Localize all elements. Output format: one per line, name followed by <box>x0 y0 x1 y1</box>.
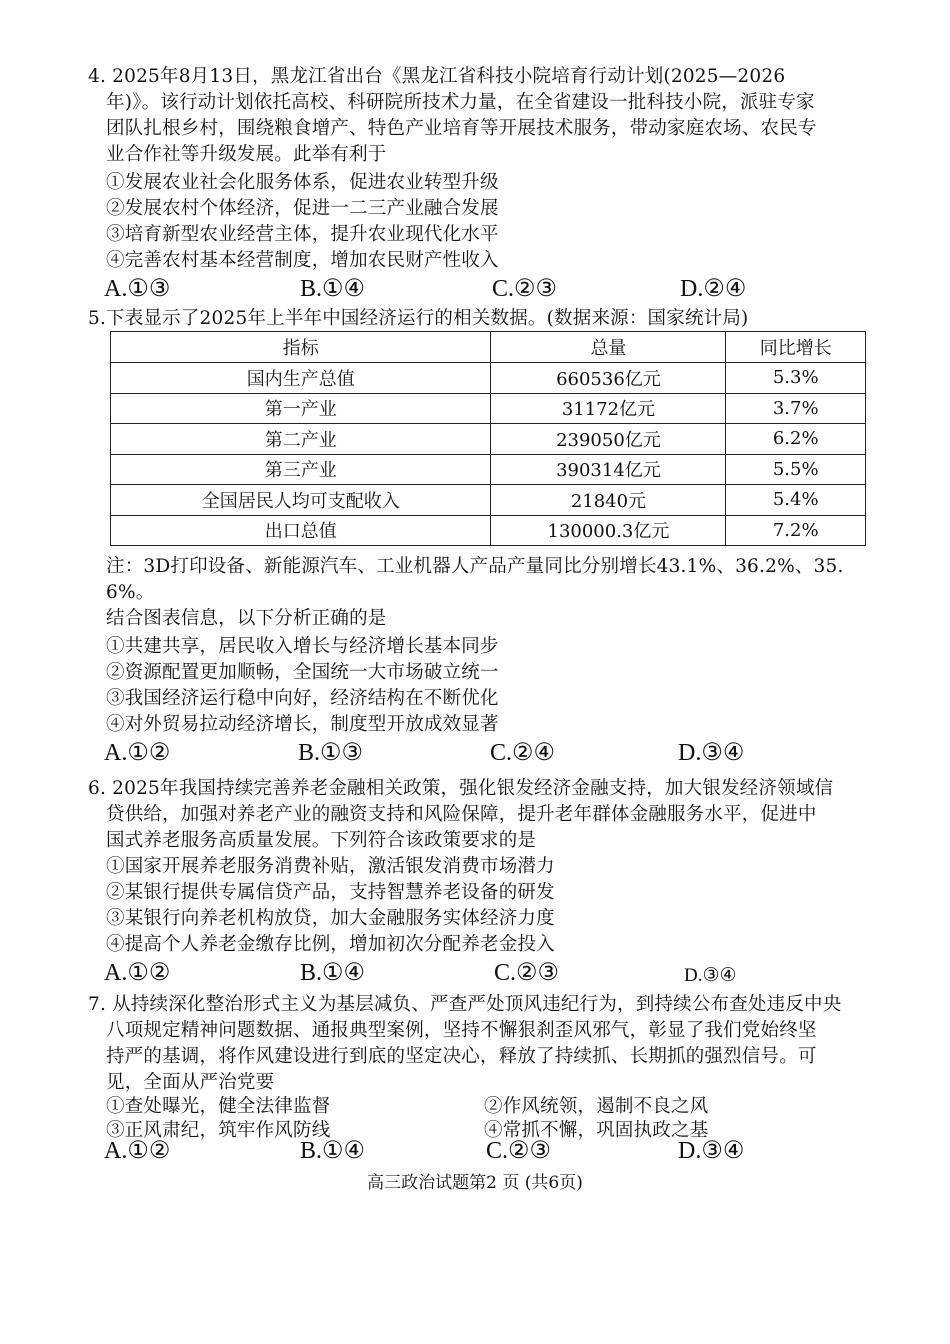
q6-stem-line-1: 6. 2025年我国持续完善养老金融相关政策，强化银发经济金融支持，加大银发经济领域信 <box>88 778 834 799</box>
q4-item-4: ④完善农村基本经营制度，增加农民财产性收入 <box>106 250 499 271</box>
q4-option-a[interactable]: A.①③ <box>104 276 171 302</box>
table-cell: 21840元 <box>491 485 726 516</box>
table-cell: 第一产业 <box>111 393 491 424</box>
q6-item-4: ④提高个人养老金缴存比例，增加初次分配养老金投入 <box>106 934 555 955</box>
table-row <box>111 515 866 546</box>
q5-stem: 5.下表显示了2025年上半年中国经济运行的相关数据。(数据来源：国家统计局) <box>88 308 749 329</box>
q5-option-c[interactable]: C.②④ <box>490 740 556 766</box>
table-cell: 130000.3亿元 <box>491 515 726 546</box>
q7-stem-line-2: 八项规定精神问题数据、通报典型案例，坚持不懈狠刹歪风邪气，彰显了我们党始终坚 <box>106 1020 817 1041</box>
q5-item-4: ④对外贸易拉动经济增长，制度型开放成效显著 <box>106 714 499 735</box>
q4-stem-line-3: 团队扎根乡村，围绕粮食增产、特色产业培育等开展技术服务，带动家庭农场、农民专 <box>106 118 817 139</box>
economic-data-table <box>110 331 866 546</box>
table-header-total: 总量 <box>491 332 726 363</box>
q5-item-3: ③我国经济运行稳中向好，经济结构在不断优化 <box>106 688 499 709</box>
table-cell: 5.5% <box>726 454 866 485</box>
q5-note-line-2: 6%。 <box>106 582 155 603</box>
q4-option-b[interactable]: B.①④ <box>300 276 366 302</box>
q7-option-c[interactable]: C.②③ <box>486 1138 552 1164</box>
q7-item-3: ③正风肃纪，筑牢作风防线 <box>106 1120 331 1141</box>
table-row <box>111 393 866 424</box>
table-cell: 239050亿元 <box>491 424 726 455</box>
q7-stem-line-4: 见，全面从严治党要 <box>106 1072 275 1093</box>
q4-item-3: ③培育新型农业经营主体，提升农业现代化水平 <box>106 224 499 245</box>
q6-option-d[interactable]: D.③④ <box>684 965 737 986</box>
q7-stem-line-3: 持严的基调，将作风建设进行到底的坚定决心，释放了持续抓、长期抓的强烈信号。可 <box>106 1046 817 1067</box>
table-cell: 6.2% <box>726 424 866 455</box>
table-header-growth: 同比增长 <box>726 332 866 363</box>
table-cell: 3.7% <box>726 393 866 424</box>
q6-option-a[interactable]: A.①② <box>104 960 171 986</box>
page-footer: 高三政治试题第2 页 (共6页) <box>367 1173 583 1193</box>
q5-note-line-1: 注：3D打印设备、新能源汽车、工业机器人产品产量同比分别增长43.1%、36.2%、35. <box>106 556 844 577</box>
q5-option-b[interactable]: B.①③ <box>298 740 364 766</box>
table-cell: 出口总值 <box>111 515 491 546</box>
q4-stem-line-1: 4. 2025年8月13日，黑龙江省出台《黑龙江省科技小院培育行动计划(2025—2026 <box>88 66 786 87</box>
q7-item-1: ①查处曝光，健全法律监督 <box>106 1096 331 1117</box>
q5-item-2: ②资源配置更加顺畅，全国统一大市场破立统一 <box>106 662 499 683</box>
q4-option-c[interactable]: C.②③ <box>492 276 558 302</box>
q7-item-4: ④常抓不懈，巩固执政之基 <box>484 1120 709 1141</box>
q5-item-1: ①共建共享，居民收入增长与经济增长基本同步 <box>106 636 499 657</box>
q4-item-1: ①发展农业社会化服务体系，促进农业转型升级 <box>106 172 499 193</box>
table-row <box>111 363 866 394</box>
q5-prompt: 结合图表信息，以下分析正确的是 <box>106 608 387 629</box>
q6-item-1: ①国家开展养老服务消费补贴，激活银发消费市场潜力 <box>106 856 555 877</box>
q5-option-d[interactable]: D.③④ <box>678 740 745 766</box>
table-row <box>111 454 866 485</box>
table-cell: 390314亿元 <box>491 454 726 485</box>
table-cell: 660536亿元 <box>491 363 726 394</box>
q7-option-d[interactable]: D.③④ <box>678 1138 745 1164</box>
q7-option-b[interactable]: B.①④ <box>300 1138 366 1164</box>
q7-item-2: ②作风统领，遏制不良之风 <box>484 1096 709 1117</box>
q4-stem-line-4: 业合作社等升级发展。此举有利于 <box>106 144 387 165</box>
q6-stem-line-3: 国式养老服务高质量发展。下列符合该政策要求的是 <box>106 830 537 851</box>
table-cell: 第二产业 <box>111 424 491 455</box>
q4-stem-line-2: 年)》。该行动计划依托高校、科研院所技术力量，在全省建设一批科技小院，派驻专家 <box>106 92 815 113</box>
q7-stem-line-1: 7. 从持续深化整治形式主义为基层减负、严查严处顶风违纪行为，到持续公布查处违反中央 <box>88 994 842 1015</box>
table-cell: 7.2% <box>726 515 866 546</box>
table-row <box>111 424 866 455</box>
table-cell: 5.4% <box>726 485 866 516</box>
table-cell: 31172亿元 <box>491 393 726 424</box>
q5-option-a[interactable]: A.①② <box>104 740 171 766</box>
table-cell: 全国居民人均可支配收入 <box>111 485 491 516</box>
q6-option-b[interactable]: B.①④ <box>300 960 366 986</box>
q6-stem-line-2: 贷供给，加强对养老产业的融资支持和风险保障，提升老年群体金融服务水平，促进中 <box>106 804 817 825</box>
table-cell: 国内生产总值 <box>111 363 491 394</box>
table-header-row <box>111 332 866 363</box>
table-header-indicator: 指标 <box>111 332 491 363</box>
q6-item-2: ②某银行提供专属信贷产品，支持智慧养老设备的研发 <box>106 882 555 903</box>
table-cell: 5.3% <box>726 363 866 394</box>
q6-option-c[interactable]: C.②③ <box>494 960 560 986</box>
q7-option-a[interactable]: A.①② <box>104 1138 171 1164</box>
q4-item-2: ②发展农村个体经济，促进一二三产业融合发展 <box>106 198 499 219</box>
table-row <box>111 485 866 516</box>
q6-item-3: ③某银行向养老机构放贷，加大金融服务实体经济力度 <box>106 908 555 929</box>
table-cell: 第三产业 <box>111 454 491 485</box>
q4-option-d[interactable]: D.②④ <box>680 276 747 302</box>
